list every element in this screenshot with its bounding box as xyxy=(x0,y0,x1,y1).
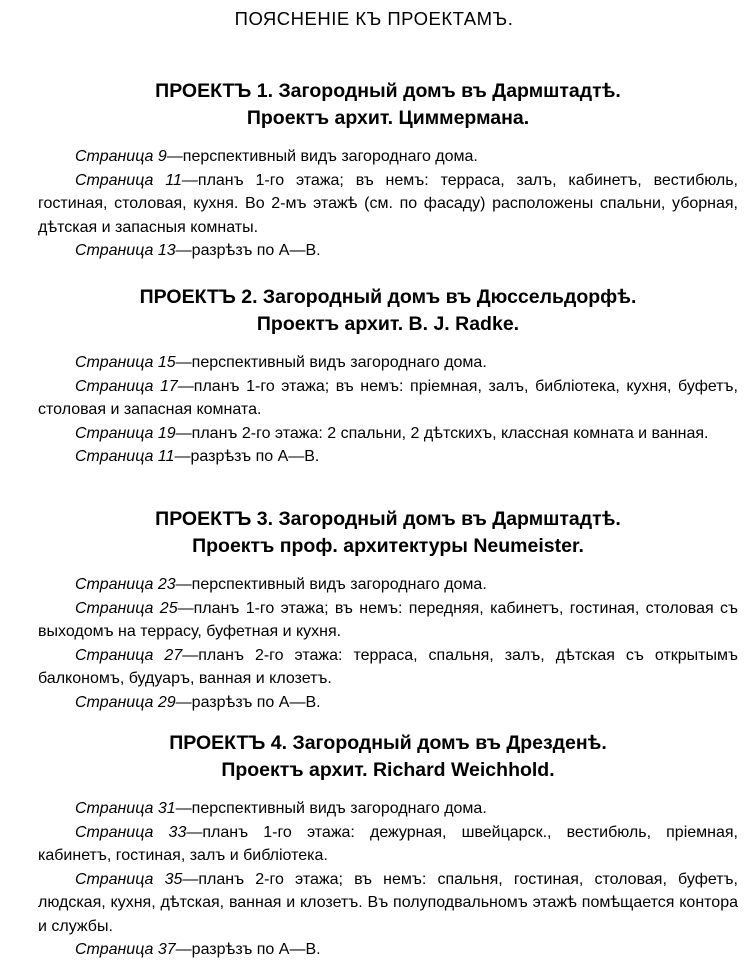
entry-list xyxy=(38,797,738,962)
page-reference: Страница 27— xyxy=(75,646,199,664)
page-reference: Страница 19— xyxy=(75,424,192,442)
entry-description: разрѣзъ по А—В. xyxy=(191,242,321,259)
entry-description: разрѣзъ по А—В. xyxy=(191,941,321,958)
page-reference: Страница 35— xyxy=(75,870,199,888)
project-section xyxy=(38,506,738,714)
entry xyxy=(38,573,738,597)
project-heading: ПРОЕКТЪ 1. Загородный домъ въ Дармштадтѣ. xyxy=(155,80,621,102)
entry xyxy=(38,797,738,821)
entry xyxy=(38,938,738,962)
page-reference: Страница 9— xyxy=(75,148,183,165)
entry xyxy=(38,644,738,691)
entry-description: планъ 2-го этажа; въ немъ: спальня, гостиная, столовая, буфетъ, людская, кухня, дѣтская, ванная и клозетъ. Въ полуподвальномъ этажѣ помѣщается контора и службы. xyxy=(38,870,738,935)
project-heading: ПРОЕКТЪ 2. Загородный домъ въ Дюссельдорфѣ. xyxy=(139,286,637,308)
page-reference: Страница 25— xyxy=(75,599,194,617)
project-section xyxy=(38,284,738,469)
page-reference: Страница 23— xyxy=(75,576,192,593)
entry-description: планъ 1-го этажа: дежурная, швейцарск., вестибюль, пріемная, кабинетъ, гостиная, залъ и библіотека. xyxy=(38,823,738,864)
entry xyxy=(38,239,738,263)
entry xyxy=(38,445,738,469)
entry-description: перспективный видъ загороднаго дома. xyxy=(182,148,478,165)
entry xyxy=(38,691,738,715)
entry-description: планъ 2-го этажа: 2 спальни, 2 дѣтскихъ, классная комната и ванная. xyxy=(191,424,709,442)
entry xyxy=(38,169,738,240)
entry-description: разрѣзъ по А—В. xyxy=(191,693,321,711)
entry-description: планъ 2-го этажа: терраса, спальня, залъ, дѣтская съ открытымъ балкономъ, будуаръ, ванная и клозетъ. xyxy=(38,646,738,687)
entry-description: планъ 1-го этажа; въ немъ: передняя, кабинетъ, гостиная, столовая съ выходомъ на террасу, буфетная и кухня. xyxy=(38,599,739,640)
page-reference: Страница 11— xyxy=(75,171,198,189)
page-reference: Страница 13— xyxy=(75,242,192,259)
entry xyxy=(38,597,738,644)
page-reference: Страница 29— xyxy=(75,693,192,711)
entry xyxy=(38,868,738,939)
entry xyxy=(38,145,738,169)
entry-list xyxy=(38,351,738,469)
page-reference: Страница 31— xyxy=(75,800,192,817)
page-title: ПОЯСНЕНІЕ КЪ ПРОЕКТАМЪ. xyxy=(234,8,514,29)
entry xyxy=(38,821,738,868)
page-reference: Страница 17— xyxy=(75,377,194,395)
entry xyxy=(38,422,738,446)
project-section xyxy=(38,730,738,962)
project-heading: ПРОЕКТЪ 4. Загородный домъ въ Дрезденѣ. xyxy=(169,732,607,754)
entry-list xyxy=(38,145,738,263)
project-heading: ПРОЕКТЪ 3. Загородный домъ въ Дармштадтѣ. xyxy=(155,508,621,530)
page-reference: Страница 11— xyxy=(75,448,191,465)
page-reference: Страница 15— xyxy=(75,354,192,371)
entry xyxy=(38,375,738,422)
project-architect: Проектъ архит. B. J. Radke. xyxy=(256,313,520,335)
entry-description: перспективный видъ загороднаго дома. xyxy=(191,354,487,371)
entry-description: перспективный видъ загороднаго дома. xyxy=(191,576,487,593)
project-architect: Проектъ проф. архитектуры Neumeister. xyxy=(192,535,584,557)
page-reference: Страница 37— xyxy=(75,941,192,958)
entry-list xyxy=(38,573,738,714)
entry-description: перспективный видъ загороднаго дома. xyxy=(191,800,487,817)
project-section xyxy=(38,78,738,263)
page-reference: Страница 33— xyxy=(75,823,203,841)
entry xyxy=(38,351,738,375)
project-architect: Проектъ архит. Richard Weichhold. xyxy=(221,759,555,781)
entry-description: планъ 1-го этажа; въ немъ: пріемная, залъ, библіотека, кухня, буфетъ, столовая и запасная комната. xyxy=(38,377,738,418)
entry-description: планъ 1-го этажа; въ немъ: терраса, залъ, кабинетъ, вестибюль, гостиная, столовая, кухня. Во 2-мъ этажѣ (см. по фасаду) расположены спальни, уборная, дѣтская и запасныя комнаты. xyxy=(38,171,739,236)
project-architect: Проектъ архит. Циммермана. xyxy=(246,107,530,129)
entry-description: разрѣзъ по А—В. xyxy=(190,448,320,465)
